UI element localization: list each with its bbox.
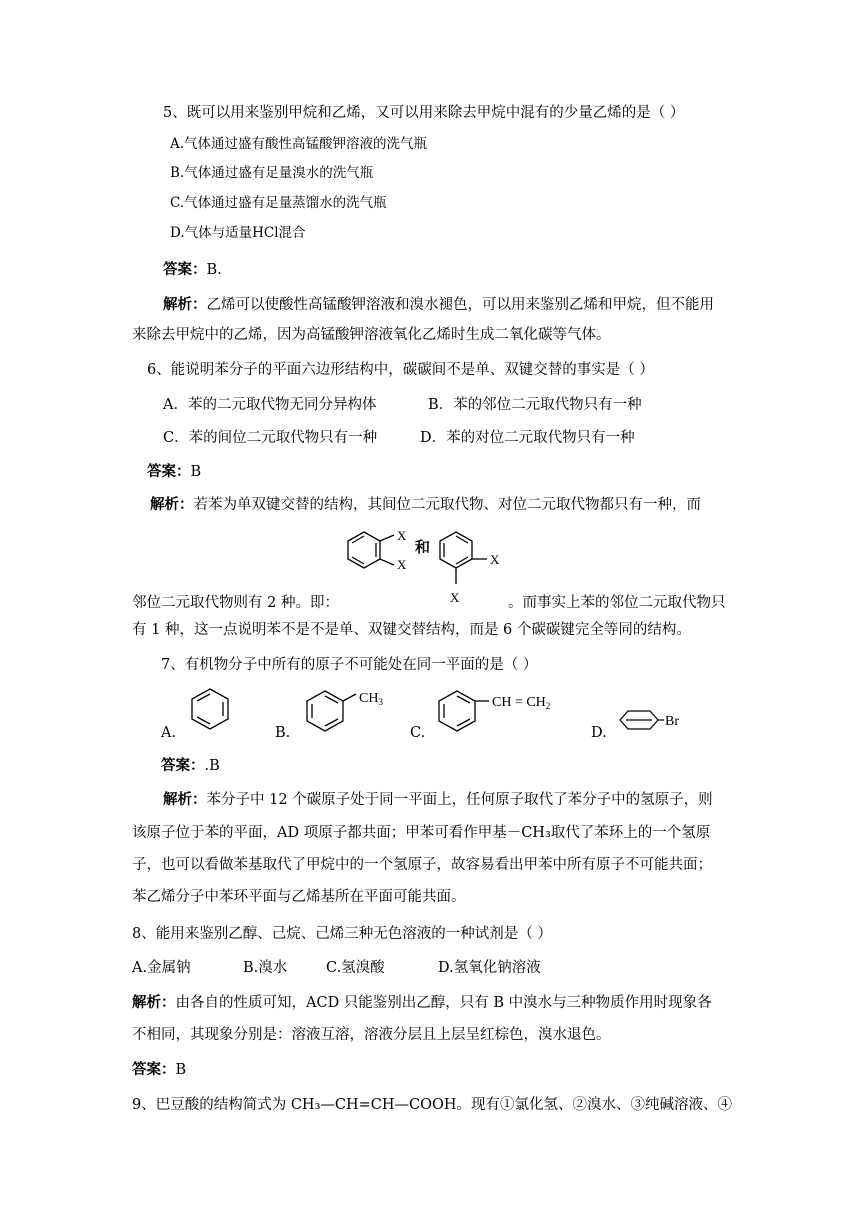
answer-label: 答案： [161,757,205,774]
q5-option-c: C.气体通过盛有足量蒸馏水的洗气瓶 [170,195,387,211]
methyl-group-label: $CH_3$ [359,691,383,707]
answer-value: B. [206,262,222,278]
q8-option-a: A.金属钠 [132,960,191,976]
conjunction-he: 和 [415,540,431,556]
answer-label: 答案： [163,261,207,278]
q6-analysis-line2a: 邻位二元取代物则有 2 种。即： [132,595,339,611]
q9-stem: 9、巴豆酸的结构简式为 CH₃—CH=CH—COOH。现有①氯化氢、②溴水、③纯碱溶液、④ [132,1097,733,1113]
q6-analysis-line3: 有 1 种，这一点说明苯不是不是单、双键交替结构，而是 6 个碳碳键完全等同的结构。 [132,622,691,638]
toluene-structure [300,685,395,735]
substituent-x-1: X [397,528,407,543]
q5-analysis-line1 [163,295,714,315]
q7-stem: 7、有机物分子中所有的原子不可能处在同一平面的是（ ） [161,657,538,673]
answer-value: B [190,464,202,480]
q8-answer [132,1060,186,1080]
q7-analysis-line4: 苯乙烯分子中苯环平面与乙烯基所在平面可能共面。 [132,889,466,905]
q6-option-d: D．苯的对位二元取代物只有一种 [420,430,635,446]
q5-analysis-line2: 来除去甲烷中的乙烯，因为高锰酸钾溶液氧化乙烯时生成二氧化碳等气体。 [132,327,611,343]
q7-option-d: D. [591,725,607,741]
answer-value: .B [204,758,220,774]
vinyl-group-label: CH = $CH_2$ [492,695,551,711]
q8-stem: 8、能用来鉴别乙醇、己烷、己烯三种无色溶液的一种试剂是（ ） [132,926,552,942]
benzene-structure [185,685,235,735]
analysis-label: 解析： [163,791,207,808]
disubstituted-benzene-figure [342,522,512,612]
analysis-text: 苯分子中 12 个碳原子处于同一平面上，任何原子取代了苯分子中的氢原子，则 [206,792,713,808]
q6-option-a: A．苯的二元取代物无同分异构体 [163,397,377,413]
analysis-label: 解析： [132,994,176,1011]
q7-analysis-line2: 该原子位于苯的平面，AD 项原子都共面；甲苯可看作甲基－CH₃取代了苯环上的一个氢原 [132,825,711,841]
analysis-text: 乙烯可以使酸性高锰酸钾溶液和溴水褪色，可以用来鉴别乙烯和甲烷，但不能用 [206,297,714,313]
analysis-text: 若苯为单双键交替的结构，其间位二元取代物、对位二元取代物都只有一种，而 [193,497,701,513]
analysis-label: 解析： [150,496,194,513]
q6-stem: 6、能说明苯分子的平面六边形结构中，碳碳间不是单、双键交替的事实是（ ） [147,362,654,378]
q5-answer [163,260,222,280]
substituent-x-3: X [490,552,500,567]
answer-value: B [175,1062,187,1078]
q5-option-a: A.气体通过盛有酸性高锰酸钾溶液的洗气瓶 [170,136,428,152]
q6-analysis-line2b: 。而事实上苯的邻位二元取代物只 [508,595,726,611]
q7-option-b: B. [275,725,291,741]
q7-analysis-line1 [163,790,713,810]
analysis-text: 由各自的性质可知，ACD 只能鉴别出乙醇，只有 B 中溴水与三种物质作用时现象各 [175,995,712,1011]
q8-analysis-line2: 不相同，其现象分别是：溶液互溶，溶液分层且上层呈红棕色，溴水退色。 [132,1027,611,1043]
q5-option-b: B.气体通过盛有足量溴水的洗气瓶 [170,165,374,181]
q7-analysis-line3: 子，也可以看做苯基取代了甲烷中的一个氢原子，故容易看出甲苯中所有原子不可能共面； [132,857,712,873]
q8-option-c: C.氢溴酸 [326,960,385,976]
bromine-label: Br [665,714,679,729]
substituent-x-4: X [450,590,460,605]
styrene-structure [432,685,572,735]
substituent-x-2: X [397,557,407,572]
q8-option-d: D.氢氧化钠溶液 [438,960,541,976]
q7-option-c: C. [410,725,426,741]
q5-stem: 5、既可以用来鉴别甲烷和乙烯，又可以用来除去甲烷中混有的少量乙烯的是（ ） [163,105,685,121]
answer-label: 答案： [147,463,191,480]
q8-analysis-line1 [132,993,712,1013]
q6-analysis-line1 [150,495,701,515]
bromobenzene-structure [618,705,688,735]
q6-option-b: B．苯的邻位二元取代物只有一种 [428,397,642,413]
q8-option-b: B.溴水 [243,960,288,976]
analysis-label: 解析： [163,296,207,313]
answer-label: 答案： [132,1061,176,1078]
q6-answer [147,462,201,482]
q5-option-d: D.气体与适量HCl混合 [170,225,306,241]
q7-option-a: A. [161,725,177,741]
q6-option-c: C．苯的间位二元取代物只有一种 [163,430,378,446]
q7-answer [161,756,220,776]
